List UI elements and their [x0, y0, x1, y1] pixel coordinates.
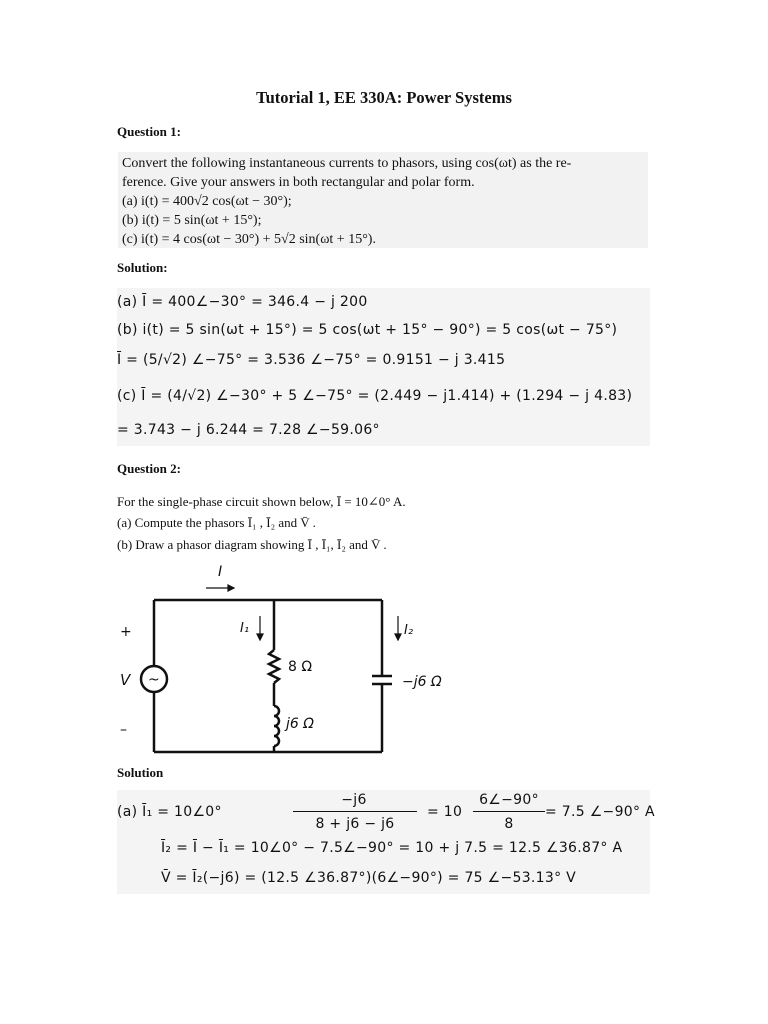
- i2-label: I₂: [404, 623, 414, 638]
- solution-line: = 7.5 ∠−90° A: [545, 804, 655, 820]
- solution-line: Ī = (5/√2) ∠−75° = 3.536 ∠−75° = 0.9151 − j 3.415: [117, 352, 506, 368]
- inductor-label: j6 Ω: [286, 716, 314, 732]
- solution-line: (c) Ī = (4/√2) ∠−30° + 5 ∠−75° = (2.449 − j1.414) + (1.294 − j 4.83): [117, 388, 633, 404]
- current-i2-arrow-icon: [395, 634, 401, 640]
- question-1-heading: Question 1:: [117, 124, 181, 139]
- question-2-heading: Question 2:: [117, 461, 181, 476]
- question-2-line: (b) Draw a phasor diagram showing Ī , Ī₁, Ī₂ and V̄ .: [117, 537, 387, 552]
- question-1-problem: [118, 152, 648, 248]
- fraction-2-bar: [473, 811, 545, 812]
- solution-1-work: [117, 288, 650, 446]
- fraction-2-denominator: 8: [504, 816, 514, 832]
- source-label: V: [120, 671, 131, 689]
- current-arrow-icon: [228, 585, 234, 591]
- solution-2-heading: Solution: [117, 765, 164, 780]
- solution-line: (a) Ī₁ = 10∠0°: [117, 804, 222, 820]
- problem-line: (a) i(t) = 400√2 cos(ωt − 30°);: [122, 194, 292, 209]
- resistor-label: 8 Ω: [288, 659, 313, 675]
- capacitor-label: −j6 Ω: [402, 674, 442, 690]
- fraction-1-numerator: −j6: [341, 792, 367, 808]
- fraction-1-bar: [293, 811, 417, 812]
- circuit-diagram: [110, 558, 470, 763]
- minus-sign: –: [120, 722, 127, 738]
- problem-line: ference. Give your answers in both rectangular and polar form.: [122, 175, 475, 190]
- question-2-line: For the single-phase circuit shown below, Ī = 10∠0° A.: [117, 494, 406, 509]
- solution-2-work: [117, 790, 655, 894]
- resistor-symbol: [269, 650, 279, 683]
- i1-label: I₁: [240, 621, 250, 636]
- problem-line: Convert the following instantaneous currents to phasors, using cos(ωt) as the re-: [122, 156, 572, 171]
- solution-1-heading: Solution:: [117, 260, 168, 275]
- source-symbol: ~: [148, 672, 160, 688]
- problem-line: (c) i(t) = 4 cos(ωt − 30°) + 5√2 sin(ωt + 15°).: [122, 232, 376, 247]
- problem-line: (b) i(t) = 5 sin(ωt + 15°);: [122, 213, 262, 228]
- solution-line: (a) Ī = 400∠−30° = 346.4 − j 200: [117, 294, 368, 310]
- equals-ten: = 10: [427, 804, 463, 820]
- solution-line: Ī₂ = Ī − Ī₁ = 10∠0° − 7.5∠−90° = 10 + j 7.5 = 12.5 ∠36.87° A: [161, 840, 623, 856]
- solution-line: V̄ = Ī₂(−j6) = (12.5 ∠36.87°)(6∠−90°) = 75 ∠−53.13° V: [161, 870, 577, 886]
- question-2-line: (a) Compute the phasors Ī₁ , Ī₂ and V̄ .: [117, 515, 316, 530]
- page-title: Tutorial 1, EE 330A: Power Systems: [256, 88, 512, 107]
- current-label: I: [218, 564, 223, 580]
- solution-line: = 3.743 − j 6.244 = 7.28 ∠−59.06°: [117, 422, 380, 438]
- fraction-2-numerator: 6∠−90°: [479, 792, 539, 808]
- solution-line: (b) i(t) = 5 sin(ωt + 15°) = 5 cos(ωt + 15° − 90°) = 5 cos(ωt − 75°): [117, 322, 618, 338]
- fraction-1-denominator: 8 + j6 − j6: [315, 816, 395, 832]
- current-i1-arrow-icon: [257, 634, 263, 640]
- inductor-symbol: [274, 706, 279, 746]
- plus-sign: +: [120, 624, 132, 640]
